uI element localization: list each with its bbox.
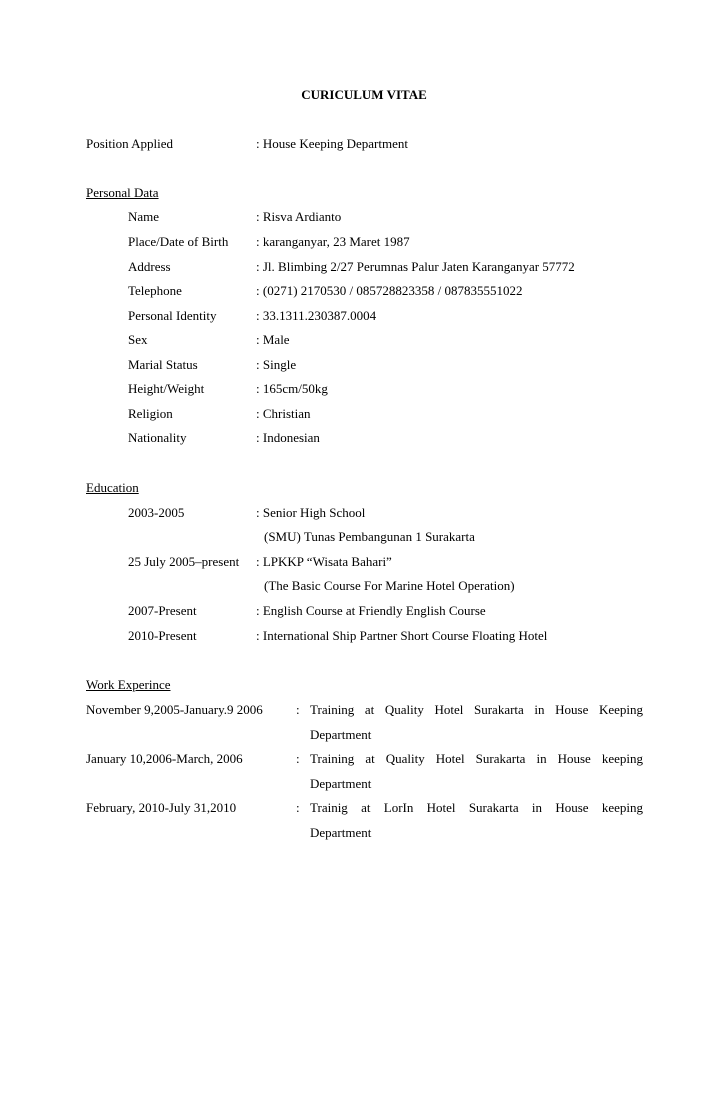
education-2-label: 25 July 2005–present <box>128 554 240 569</box>
education-2-value: : LPKKP “Wisata Bahari” <box>256 554 392 569</box>
education-1-value: : Senior High School <box>256 505 366 520</box>
document-title: CURICULUM VITAE <box>301 87 427 102</box>
education-4-value: : International Ship Partner Short Course Floating Hotel <box>256 628 548 643</box>
personal-sex-label: Sex <box>128 332 148 347</box>
personal-name-value: : Risva Ardianto <box>256 209 342 224</box>
personal-telephone-value: : (0271) 2170530 / 085728823358 / 087835551022 <box>256 283 523 298</box>
work-2-period: January 10,2006-March, 2006 <box>86 751 243 766</box>
education-3-value: : English Course at Friendly English Course <box>256 603 486 618</box>
work-1-period: November 9,2005-January.9 2006 <box>86 702 263 717</box>
personal-nationality-label: Nationality <box>128 430 187 445</box>
education-1-detail: (SMU) Tunas Pembangunan 1 Surakarta <box>264 529 475 544</box>
work-2-colon: : <box>296 751 300 766</box>
personal-birth-label: Place/Date of Birth <box>128 234 229 249</box>
position-label: Position Applied <box>86 136 174 151</box>
work-heading: Work Experince <box>86 677 171 692</box>
work-1-continuation: Department <box>310 727 372 742</box>
position-value: : House Keeping Department <box>256 136 408 151</box>
personal-telephone-label: Telephone <box>128 283 182 298</box>
work-3-colon: : <box>296 800 300 815</box>
work-3-text: Trainig at LorIn Hotel Surakarta in House keeping <box>310 800 643 815</box>
personal-marital-label: Marial Status <box>128 357 198 372</box>
personal-marital-value: : Single <box>256 357 297 372</box>
work-1-text: Training at Quality Hotel Surakarta in House Keeping <box>310 702 643 717</box>
personal-religion-label: Religion <box>128 406 173 421</box>
personal-identity-value: : 33.1311.230387.0004 <box>256 308 377 323</box>
education-2-detail: (The Basic Course For Marine Hotel Operation) <box>264 578 515 593</box>
personal-identity-label: Personal Identity <box>128 308 217 323</box>
education-heading: Education <box>86 480 139 495</box>
education-3-label: 2007-Present <box>128 603 197 618</box>
work-3-period: February, 2010-July 31,2010 <box>86 800 237 815</box>
personal-name-label: Name <box>128 209 160 224</box>
personal-religion-value: : Christian <box>256 406 311 421</box>
work-2-text: Training at Quality Hotel Surakarta in House keeping <box>310 751 643 766</box>
education-1-label: 2003-2005 <box>128 505 185 520</box>
personal-address-value: : Jl. Blimbing 2/27 Perumnas Palur Jaten Karanganyar 57772 <box>256 259 575 274</box>
work-3-continuation: Department <box>310 825 372 840</box>
personal-birth-value: : karanganyar, 23 Maret 1987 <box>256 234 410 249</box>
work-1-colon: : <box>296 702 300 717</box>
personal-height-label: Height/Weight <box>128 381 205 396</box>
work-2-continuation: Department <box>310 776 372 791</box>
personal-height-value: : 165cm/50kg <box>256 381 328 396</box>
education-4-label: 2010-Present <box>128 628 197 643</box>
personal-nationality-value: : Indonesian <box>256 430 320 445</box>
personal-address-label: Address <box>128 259 171 274</box>
personal-data-heading: Personal Data <box>86 185 159 200</box>
personal-sex-value: : Male <box>256 332 290 347</box>
